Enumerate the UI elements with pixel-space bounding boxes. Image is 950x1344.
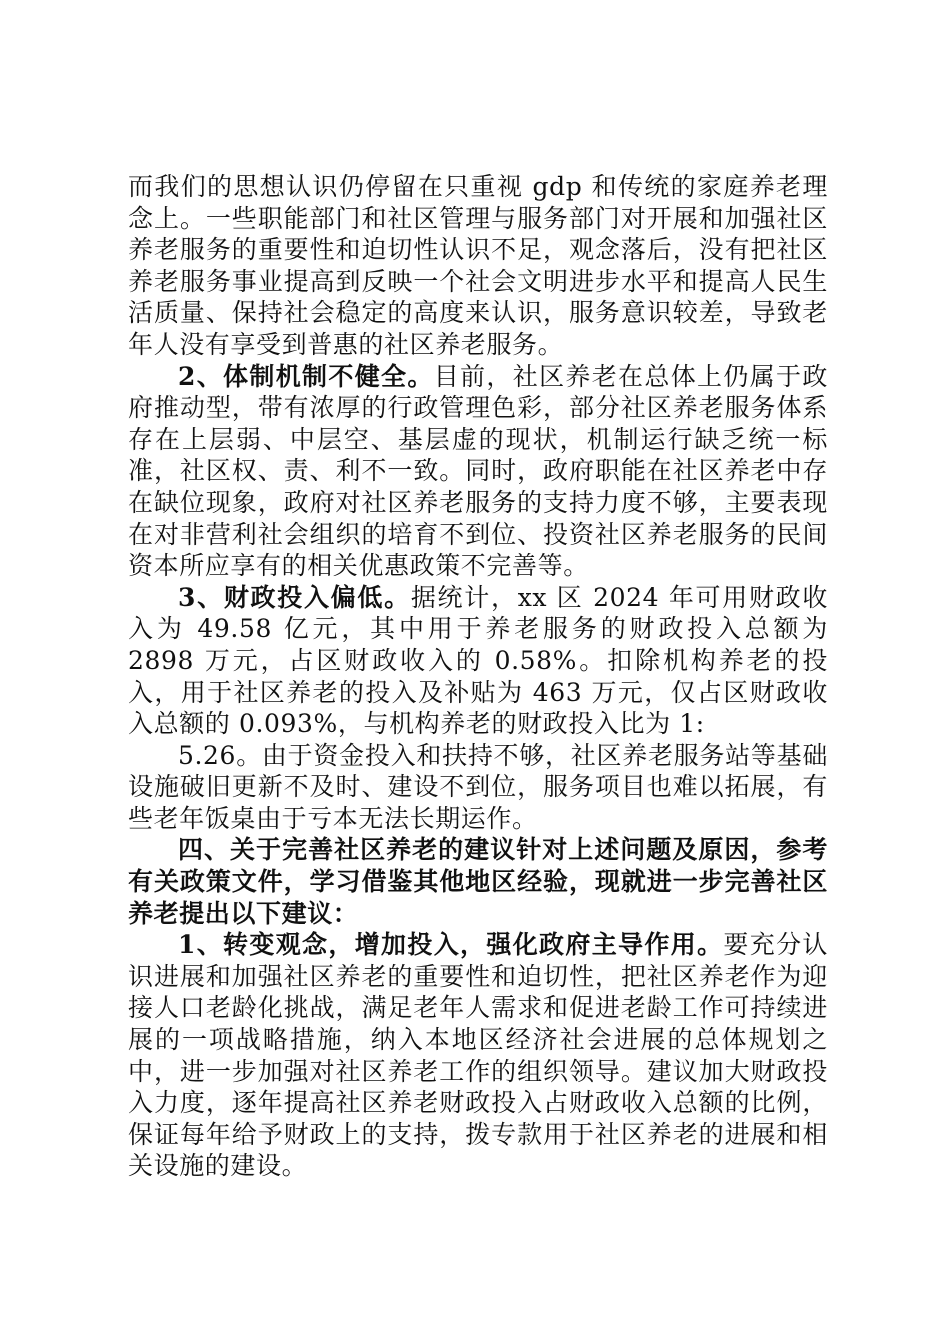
paragraph-awareness-continued <box>128 171 828 361</box>
paragraph-lead: 1、转变观念，增加投入，强化政府主导作用。 <box>178 930 724 960</box>
section-heading-suggestions <box>128 834 828 929</box>
paragraph-text: 据统计，xx 区 2024 年可用财政收入为 49.58 亿元，其中用于养老服务的财政投入总额为 2898 万元，占区财政收入的 0.58%。扣除机构养老的投入，用于社区养老的投入及补贴为 463 万元，仅占区财政收入总额的 0.093%，与机构养老的财政投入比为 1: <box>128 582 829 739</box>
paragraph-suggestion-1 <box>128 929 828 1182</box>
document-body <box>128 171 828 1182</box>
paragraph-lead: 四、关于完善社区养老的建议针对上述问题及原因，参考有关政策文件，学习借鉴其他地区经验，现就进一步完善社区养老提出以下建议： <box>128 835 828 928</box>
paragraph-funding <box>128 582 828 740</box>
paragraph-text: 5.26。由于资金投入和扶持不够，社区养老服务站等基础设施破旧更新不及时、建设不到位，服务项目也难以拓展，有些老年饭桌由于亏本无法长期运作。 <box>128 740 828 833</box>
paragraph-lead: 2、体制机制不健全。 <box>178 361 434 391</box>
paragraph-lead: 3、财政投入偏低。 <box>178 582 411 612</box>
paragraph-funding-continued <box>128 740 828 835</box>
paragraph-mechanism <box>128 361 828 582</box>
paragraph-text: 而我们的思想认识仍停留在只重视 gdp 和传统的家庭养老理念上。一些职能部门和社区管理与服务部门对开展和加强社区养老服务的重要性和迫切性认识不足，观念落后，没有把社区养老服务事业提高到反映一个社会文明进步水平和提高人民生活质量、保持社会稳定的高度来认识，服务意识较差，导致老年人没有享受到普惠的社区养老服务。 <box>128 172 828 359</box>
paragraph-text: 要充分认识进展和加强社区养老的重要性和迫切性，把社区养老作为迎接人口老龄化挑战，满足老年人需求和促进老龄工作可持续进展的一项战略措施，纳入本地区经济社会进展的总体规划之中，进一步加强对社区养老工作的组织领导。建议加大财政投入力度，逐年提高社区养老财政投入占财政收入总额的比例，保证每年给予财政上的支持，拨专款用于社区养老的进展和相关设施的建设。 <box>128 930 829 1181</box>
paragraph-text: 目前，社区养老在总体上仍属于政府推动型，带有浓厚的行政管理色彩，部分社区养老服务体系存在上层弱、中层空、基层虚的现状，机制运行缺乏统一标准，社区权、责、利不一致。同时，政府职能在社区养老中存在缺位现象，政府对社区养老服务的支持力度不够，主要表现在对非营利社会组织的培育不到位、投资社区养老服务的民间资本所应享有的相关优惠政策不完善等。 <box>128 361 828 581</box>
